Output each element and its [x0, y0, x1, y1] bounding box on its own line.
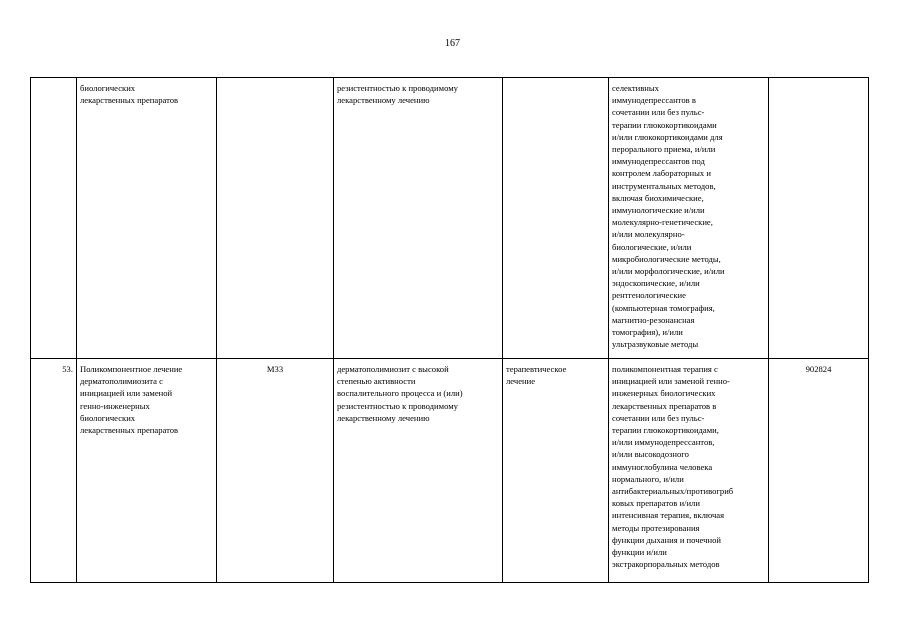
row-number-cell: 53.	[31, 359, 77, 583]
page-number: 167	[445, 38, 460, 49]
patient-model-cell: дерматополимиозит с высокой степенью активности воспалительного процесса и (или) резистентностью к проводимому лекарственному лечению	[334, 359, 503, 583]
icd-code-cell	[217, 78, 334, 359]
patient-model-cell: резистентностью к проводимому лекарственному лечению	[334, 78, 503, 359]
treatment-name-cell: биологических лекарственных препаратов	[77, 78, 217, 359]
treatment-method-cell: поликомпонентная терапия с инициацией или заменой генно- инженерных биологических лекарственных препаратов в сочетании или без пульс- терапии глюкокортикоидами, и/или иммунодепрессантов, и/или высокодозного иммуноглобулина человека нормального, и/или антибактериальных/противогриб ковых препаратов и/или интенсивная терапия, включая методы протезирования функции дыхания и почечной функции и/или экстракорпоральных методов	[609, 359, 769, 583]
cost-cell: 902824	[769, 359, 869, 583]
table-row	[31, 359, 869, 583]
treatment-kind-cell	[503, 78, 609, 359]
treatment-method-cell: селективных иммунодепрессантов в сочетании или без пульс- терапии глюкокортикоидами и/или глюкокортикоидами для перорального приема, и/или иммунодепрессантов под контролем лабораторных и инструментальных методов, включая биохимические, иммунологические и/или молекулярно-генетические, и/или молекулярно- биологические, и/или микробиологические методы, и/или морфологические, и/или эндоскопические, и/или рентгенологические (компьютерная томография, магнитно-резонансная томография), и/или ультразвуковые методы	[609, 78, 769, 359]
cost-cell	[769, 78, 869, 359]
medical-care-table	[30, 77, 869, 583]
treatment-kind-cell: терапевтическое лечение	[503, 359, 609, 583]
icd-code-cell: M33	[217, 359, 334, 583]
row-number-cell	[31, 78, 77, 359]
table-row	[31, 78, 869, 359]
treatment-name-cell: Поликомпонентное лечение дерматополимиозита с инициацией или заменой генно-инженерных биологических лекарственных препаратов	[77, 359, 217, 583]
